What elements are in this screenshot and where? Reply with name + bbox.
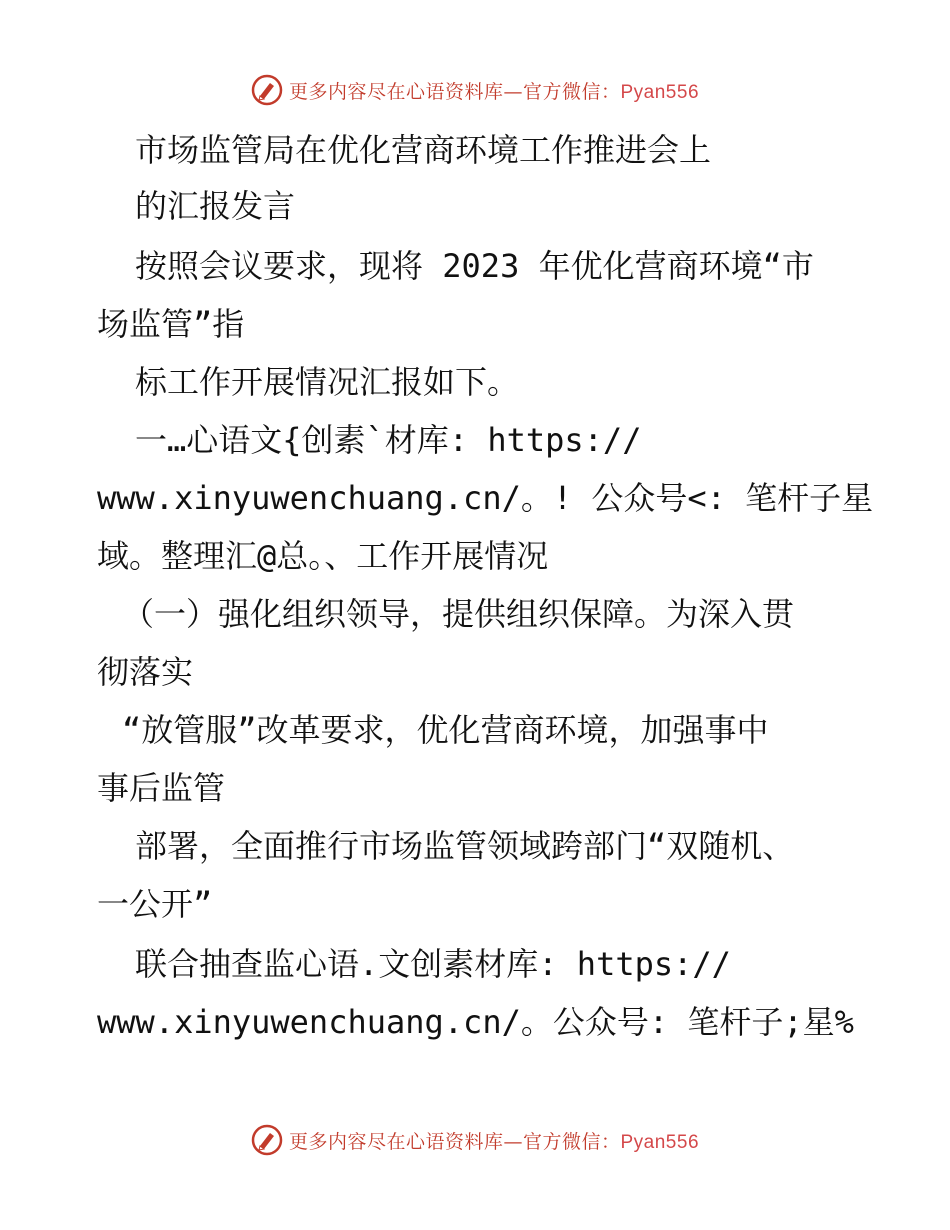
banner-wechat-id: Pyan556 [620, 81, 700, 103]
doc-paragraph-line: （一）强化组织领导，提供组织保障。为深入贯 [122, 595, 795, 633]
doc-paragraph-line: 一公开” [97, 885, 213, 923]
doc-paragraph-line: 部署，全面推行市场监管领域跨部门“双随机、 [135, 827, 795, 865]
pen-logo-icon [251, 1124, 283, 1156]
banner-text [289, 77, 699, 104]
header-banner [0, 70, 950, 110]
banner-wechat-id: Pyan556 [620, 1131, 700, 1153]
banner-text [289, 1127, 699, 1154]
doc-paragraph-line: 彻落实 [97, 653, 194, 691]
doc-paragraph-line: “放管服”改革要求，优化营商环境，加强事中 [122, 711, 769, 749]
doc-paragraph-line: 场监管”指 [97, 305, 245, 343]
footer-banner [0, 1120, 950, 1160]
banner-main-text: 更多内容尽在心语资料库—官方微信： [288, 80, 621, 103]
doc-paragraph-line: www.xinyuwenchuang.cn/。! 公众号<: 笔杆子星 [97, 479, 874, 517]
doc-paragraph-line: 按照会议要求，现将 2023 年优化营商环境“市 [135, 247, 814, 285]
doc-paragraph-line: 事后监管 [97, 769, 226, 807]
doc-paragraph-line: 标工作开展情况汇报如下。 [135, 363, 520, 401]
pen-logo-icon [251, 74, 283, 106]
doc-title-line-1: 市场监管局在优化营商环境工作推进会上 [135, 131, 712, 169]
doc-paragraph-line: www.xinyuwenchuang.cn/。公众号: 笔杆子;星% [97, 1003, 854, 1041]
banner-main-text: 更多内容尽在心语资料库—官方微信： [288, 1130, 621, 1153]
doc-paragraph-line: 联合抽查监心语.文创素材库: https:// [135, 945, 731, 983]
doc-paragraph-line: 一…心语文{创素`材库: https:// [135, 421, 642, 459]
doc-title-line-2: 的汇报发言 [135, 187, 296, 225]
doc-paragraph-line: 域。整理汇@总。、工作开展情况 [97, 537, 549, 575]
